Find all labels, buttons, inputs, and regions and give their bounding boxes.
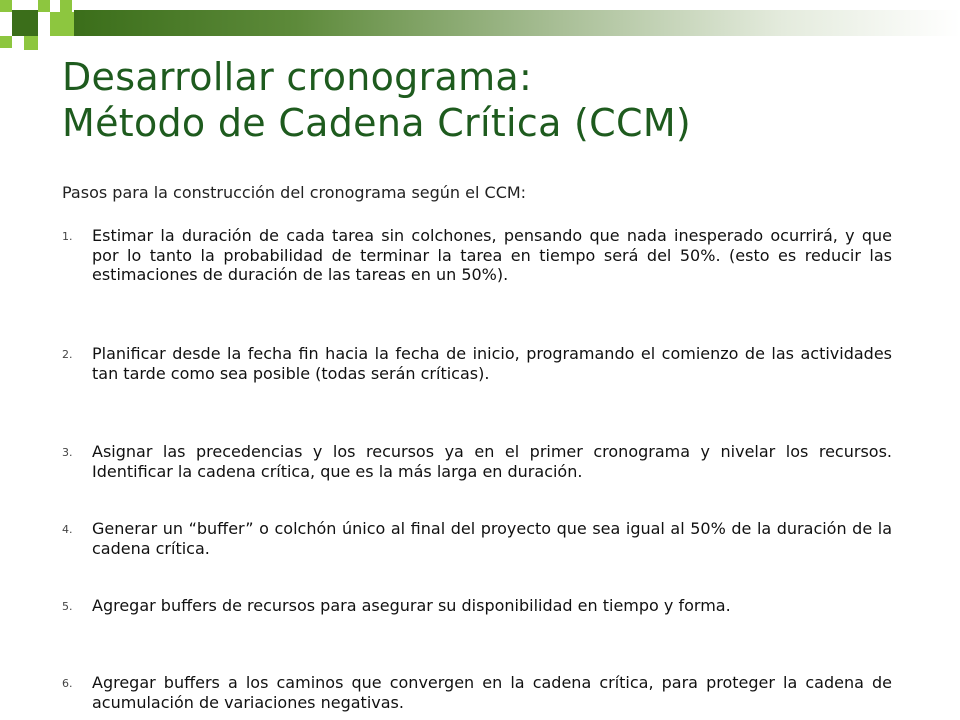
step-item xyxy=(62,226,892,344)
steps-list xyxy=(62,226,892,712)
decor-square xyxy=(0,36,12,48)
header-gradient-bar xyxy=(74,10,960,36)
slide-title xyxy=(62,54,922,146)
step-text: Estimar la duración de cada tarea sin colchones, pensando que nada inesperado ocurrirá, y que por lo tanto la probabilidad de terminar la tarea en tiempo será del 50%. (esto es reducir las estimaciones de duración de las tareas en un 50%). xyxy=(92,226,892,284)
step-item xyxy=(62,596,892,673)
step-number: 1. xyxy=(62,230,73,243)
title-line-1: Desarrollar cronograma: xyxy=(62,55,533,99)
decor-square xyxy=(60,0,72,12)
step-text: Agregar buffers a los caminos que convergen en la cadena crítica, para proteger la cadena de acumulación de variaciones negativas. xyxy=(92,673,892,712)
decor-square xyxy=(38,0,50,12)
slide-subtitle: Pasos para la construcción del cronograma según el CCM: xyxy=(62,183,527,202)
step-text: Agregar buffers de recursos para asegurar su disponibilidad en tiempo y forma. xyxy=(92,596,731,615)
step-item xyxy=(62,673,892,712)
step-item xyxy=(62,344,892,442)
step-text: Asignar las precedencias y los recursos ya en el primer cronograma y nivelar los recursos. Identificar la cadena crítica, que es la más larga en duración. xyxy=(92,442,892,481)
decor-square xyxy=(50,12,74,36)
decor-square xyxy=(12,10,38,36)
step-item xyxy=(62,519,892,596)
step-item xyxy=(62,442,892,519)
step-number: 6. xyxy=(62,677,73,690)
step-text: Generar un “buffer” o colchón único al final del proyecto que sea igual al 50% de la duración de la cadena crítica. xyxy=(92,519,892,558)
decor-square xyxy=(0,0,12,12)
step-number: 3. xyxy=(62,446,73,459)
title-line-2: Método de Cadena Crítica (CCM) xyxy=(62,101,692,145)
decor-square xyxy=(24,36,38,50)
step-text: Planificar desde la fecha fin hacia la fecha de inicio, programando el comienzo de las actividades tan tarde como sea posible (todas serán críticas). xyxy=(92,344,892,383)
step-number: 5. xyxy=(62,600,73,613)
step-number: 2. xyxy=(62,348,73,361)
step-number: 4. xyxy=(62,523,73,536)
